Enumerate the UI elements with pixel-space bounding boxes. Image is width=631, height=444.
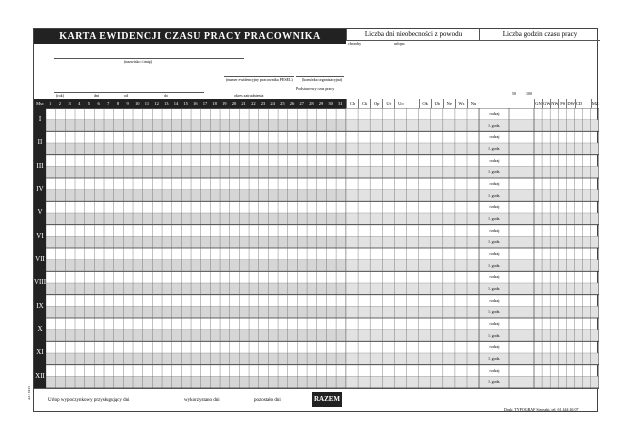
shade-band — [46, 306, 346, 318]
monthly-grid — [34, 108, 599, 388]
shade-band — [346, 120, 479, 132]
row-type-label: rodzaj — [489, 204, 500, 210]
day-number: 20 — [231, 101, 237, 106]
absence-code: Ws — [455, 99, 467, 108]
day-number: 17 — [202, 101, 208, 106]
field-from-label: od — [124, 93, 128, 98]
shade-band — [46, 120, 346, 132]
footer-left-label: pozostało dni — [254, 398, 281, 403]
month-label: IX — [34, 295, 46, 318]
row-type-label: l. godz. — [488, 332, 501, 338]
shade-band — [46, 260, 346, 272]
row-type-label: rodzaj — [489, 321, 500, 326]
form-title: KARTA EWIDENCJI CZASU PRACY PRACOWNIKA — [34, 29, 346, 44]
absence-code-row — [346, 99, 479, 108]
row-type-label: rodzaj — [489, 274, 500, 280]
row-type-label: rodzaj — [489, 251, 500, 256]
shade-band — [46, 166, 346, 178]
shade-band — [346, 213, 479, 225]
day-number-strip — [34, 99, 346, 108]
day-number: 22 — [251, 101, 256, 106]
day-number: 13 — [164, 101, 169, 106]
absence-code: Nu — [467, 99, 479, 108]
row-type-label: l. godz. — [488, 262, 501, 268]
hours-code: DW — [567, 101, 575, 106]
day-number: 28 — [309, 101, 314, 106]
shade-band — [346, 190, 479, 202]
absence-code: Ne — [443, 99, 455, 108]
row-type-label: l. godz. — [488, 309, 501, 315]
shade-band — [346, 330, 479, 342]
month-label: I — [34, 108, 46, 131]
day-number: 14 — [173, 101, 179, 106]
day-number: 9 — [126, 101, 129, 106]
day-number: 18 — [212, 101, 217, 106]
row-type-label: rodzaj — [489, 297, 500, 303]
shade-band — [46, 213, 346, 225]
field-to-label: do — [164, 93, 168, 98]
field-period-label: okres zatrudnienia — [234, 93, 264, 98]
day-number: 16 — [193, 101, 198, 106]
hours-code: PS — [560, 101, 566, 106]
row-type-label: l. godz. — [488, 239, 501, 245]
field-name-label: (nazwisko i imię) — [124, 59, 152, 64]
day-number: 15 — [183, 101, 188, 106]
month-label: XII — [34, 365, 46, 388]
row-type-label: rodzaj — [489, 227, 500, 233]
footer — [34, 388, 599, 414]
month-label: VIII — [34, 271, 46, 294]
row-type-label: l. godz. — [488, 192, 501, 198]
field-year-label: (rok) — [56, 93, 64, 98]
hours-code: GW — [543, 101, 551, 106]
shade-band — [346, 353, 479, 365]
day-number: 6 — [97, 101, 100, 106]
month-label: IV — [34, 178, 46, 201]
shade-band — [346, 260, 479, 272]
day-number: 31 — [338, 101, 343, 106]
shade-band — [346, 306, 479, 318]
day-number: 26 — [289, 101, 295, 106]
sub-urlopu: urlopu — [394, 41, 405, 46]
absence-section-title: Liczba dni nieobecności z powodu — [346, 29, 480, 41]
day-number: 30 — [328, 101, 333, 106]
shade-band — [46, 236, 346, 248]
row-type-label: l. godz. — [488, 379, 501, 385]
row-type-label: l. godz. — [488, 122, 501, 128]
time-record-card — [33, 28, 598, 412]
month-label: VI — [34, 225, 46, 248]
sub-choroby: choroby — [348, 41, 362, 46]
day-number: 11 — [144, 101, 150, 106]
absence-code: Ck — [358, 99, 370, 108]
hours-code: CD — [575, 101, 583, 106]
day-number: 3 — [68, 101, 71, 106]
day-number: 23 — [260, 101, 266, 106]
row-type-label: l. godz. — [488, 169, 501, 175]
msc-header: Msc — [36, 101, 44, 106]
day-number: 12 — [154, 101, 159, 106]
footer-used-label: wykorzystano dni — [184, 398, 220, 403]
absence-code: Ur — [382, 99, 394, 108]
row-type-label: l. godz. — [488, 356, 501, 361]
hours-section-title: Liczba godzin czasu pracy — [479, 29, 600, 41]
day-number: 1 — [49, 101, 52, 106]
day-number: 27 — [299, 101, 304, 106]
day-number: 5 — [87, 101, 91, 106]
day-number: 24 — [270, 101, 275, 106]
day-number: 19 — [222, 101, 227, 106]
row-type-label: l. godz. — [488, 286, 501, 291]
day-number: 21 — [241, 101, 246, 106]
month-label: X — [34, 318, 46, 341]
shade-band — [346, 166, 479, 178]
shade-band — [46, 190, 346, 202]
field-days-label: dni — [94, 93, 100, 98]
month-label: II — [34, 131, 46, 154]
grid-lines — [34, 108, 599, 388]
pct-50: 50 — [512, 91, 516, 96]
hours-code: MZ — [591, 101, 599, 106]
row-type-label: rodzaj — [489, 367, 500, 373]
day-number: 2 — [58, 101, 62, 106]
day-number: 7 — [107, 101, 110, 106]
absence-code: Ok — [419, 99, 431, 108]
month-label: VII — [34, 248, 46, 271]
absence-code: Ch — [346, 99, 358, 108]
absence-code: Ub — [431, 99, 443, 108]
hours-code: NW — [551, 101, 559, 106]
row-type-label: rodzaj — [489, 134, 500, 140]
shade-band — [346, 283, 479, 295]
absence-code: Op — [370, 99, 382, 108]
day-number: 8 — [116, 101, 120, 106]
shade-band — [46, 376, 346, 388]
month-label: XI — [34, 341, 46, 364]
day-number: 10 — [135, 101, 140, 106]
footer-leave-label: Urlop wypoczynkowy przysługujący dni — [48, 398, 130, 403]
month-label: V — [34, 201, 46, 224]
side-code: A3 / 0125 — [27, 386, 31, 400]
hours-code-row — [479, 99, 599, 108]
day-number: 29 — [318, 101, 324, 106]
publisher: Druk: TYPOGRAF Stroszki, tel. 61 444 46 07 — [504, 407, 579, 412]
row-type-label: rodzaj — [489, 111, 500, 116]
row-type-label: rodzaj — [489, 181, 500, 186]
field-norm-label: Podstawowy czas pracy — [296, 86, 335, 91]
row-type-label: rodzaj — [489, 344, 500, 350]
row-type-label: l. godz. — [488, 146, 501, 151]
day-number: 25 — [280, 101, 285, 106]
pct-100: 100 — [526, 91, 532, 96]
hours-code: GN — [535, 101, 542, 106]
row-type-label: l. godz. — [488, 216, 501, 221]
shade-band — [346, 236, 479, 248]
shade-band — [346, 376, 479, 388]
month-label: III — [34, 155, 46, 178]
shade-band — [46, 353, 346, 365]
shade-band — [46, 143, 346, 155]
day-number: 4 — [78, 101, 81, 106]
shade-band — [46, 283, 346, 295]
razem-label: RAZEM — [312, 392, 342, 407]
absence-code: Uo — [394, 99, 406, 108]
field-pesel-label: (numer ewidencyjny pracownika PESEL) — [226, 77, 293, 82]
row-type-label: rodzaj — [489, 157, 500, 163]
shade-band — [346, 143, 479, 155]
shade-band — [46, 330, 346, 342]
field-unit-label: (komórka organizacyjna) — [302, 77, 343, 82]
